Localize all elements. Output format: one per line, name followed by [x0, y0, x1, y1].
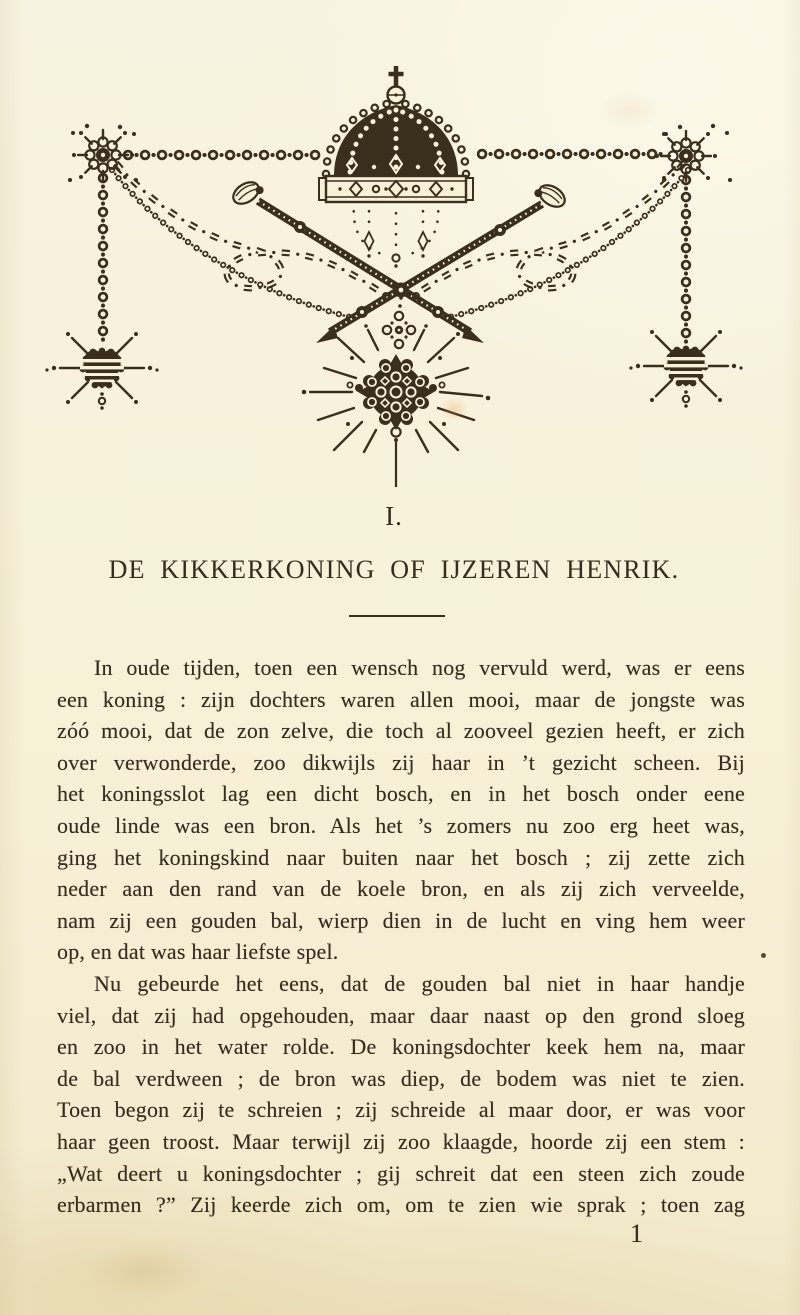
text-line: over verwonderde, zoo dikwijls zij haar in ’t gezicht scheen. Bij	[57, 749, 745, 775]
royal-regalia-ornament	[0, 0, 800, 500]
text-line: viel, dat zij had opgehouden, maar daar naast op den grond sloeg	[57, 1002, 745, 1028]
text-line: haar geen troost. Maar terwijl zij zoo klaagde, hoorde zij een stem :	[57, 1128, 745, 1154]
divider-rule	[349, 615, 445, 617]
paper-stain	[440, 398, 468, 420]
text-line: nam zij een gouden bal, wierp dien in de lucht en ving hem weer	[57, 907, 745, 933]
story-title: DE KIKKERKONING OF IJZEREN HENRIK.	[108, 555, 680, 584]
text-line: de bal verdween ; de bron was diep, de bodem was niet te zien.	[57, 1065, 745, 1091]
text-line: neder aan den rand van de koele bron, en als zij zich verveelde,	[57, 876, 745, 902]
page-number: 1	[630, 1219, 643, 1248]
ink-fleck	[761, 953, 766, 958]
text-line: „Wat deert u koningsdochter ; gij schreit dat een steen zich zoude	[57, 1160, 745, 1186]
text-line: In oude tijden, toen een wensch nog vervuld werd, was er eens	[94, 655, 745, 680]
text-line: Nu gebeurde het eens, dat de gouden bal niet in haar handje	[94, 970, 745, 996]
medallion-left-icon	[45, 332, 158, 410]
crown-icon	[319, 66, 473, 268]
text-line: Toen begon zij te schreien ; zij schreide al maar door, er was voor	[57, 1097, 745, 1123]
text-line: erbarmen ?” Zij keerde zich om, om te zien wie sprak ; toen zag	[57, 1192, 745, 1218]
text-line: op, en dat was haar liefste spel.	[57, 939, 339, 965]
text-line: zóó mooi, dat de zon zelve, die toch al zooveel gezien heeft, er zich	[57, 718, 745, 744]
story-text	[57, 652, 745, 1221]
text-line: en zoo in het water rolde. De koningsdochter keek hem na, maar	[57, 1034, 745, 1060]
chapter-number: I.	[385, 501, 403, 531]
text-line: ging het koningskind naar buiten naar het bosch ; zij zette zich	[57, 844, 745, 870]
bead-cross-pendant	[383, 296, 415, 348]
rosette-right-icon	[655, 124, 732, 182]
text-line: het koningsslot lag een dicht bosch, en in het bosch onder eene	[57, 781, 745, 807]
paper-stain	[600, 90, 660, 130]
text-line: een koning : zijn dochters waren allen mooi, maar de jongste was	[57, 686, 745, 712]
paper-stain	[86, 1240, 206, 1300]
text-line: oude linde was een bron. Als het ’s zomers nu zoo erg heet was,	[57, 812, 745, 838]
